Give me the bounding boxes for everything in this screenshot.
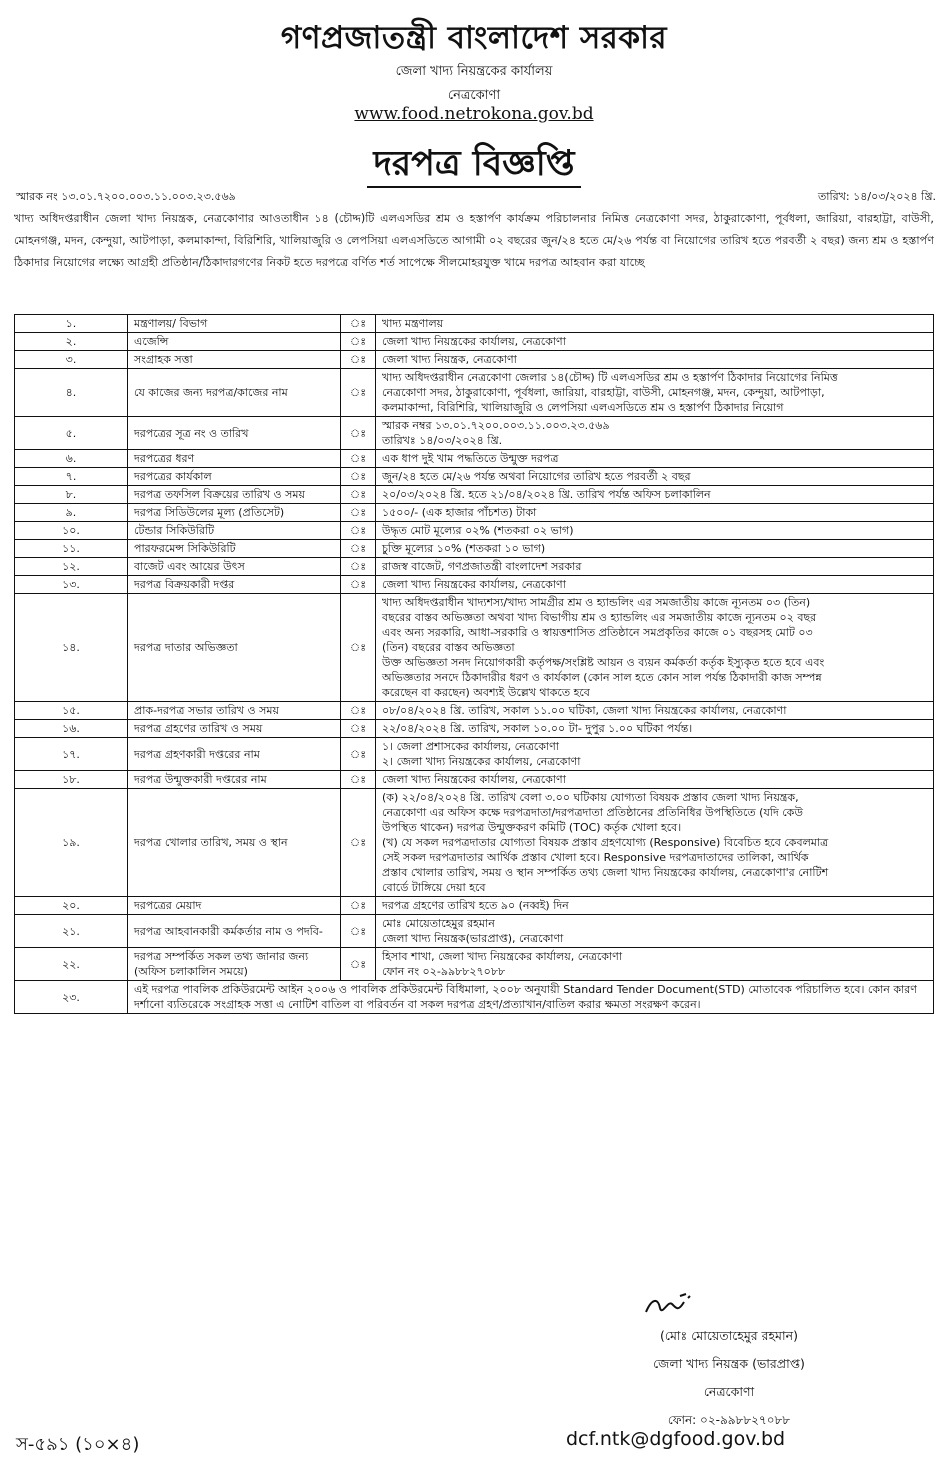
row-value [376,771,934,789]
row-value-line: জেলা খাদ্য নিয়ন্ত্রকের কার্যালয়, নেত্রকোণা [382,335,566,348]
row-value-line: অভিজ্ঞতার সনদে ঠিকাদারীর ধরণ ও কার্যকাল (কোন সাল হতে কোন সাল পর্যন্ত ঠিকাদারী কাজ সম্পন্ন [382,671,822,684]
office-city: নেত্রকোণা [447,88,501,103]
row-separator: ঃ [341,948,376,981]
row-label: টেন্ডার সিকিউরিটি [128,522,341,540]
row-separator: ঃ [341,915,376,948]
row-label: দরপত্রের কার্যকাল [128,468,341,486]
row-number: ২২. [15,948,128,981]
row-label: সংগ্রাহক সত্তা [128,351,341,369]
row-separator: ঃ [341,417,376,450]
table-row [15,981,934,1014]
row-value [376,738,934,771]
row-value-line: নেত্রকোণা সদর, ঠাকুরাকোণা, পূর্বধলা, জারিয়া, বারহাট্টা, বাউসী, মোহনগঞ্জ, মদন, কেন্দুয়া, আটপাড়া, [382,386,825,399]
row-value-line: ১। জেলা প্রশাসকের কার্যালয়, নেত্রকোণা [382,740,559,753]
row-value-line: দরপত্র গ্রহণের তারিখ হতে ৯০ (নব্বই) দিন [382,899,569,912]
row-label: দরপত্র খোলার তারিখ, সময় ও স্থান [128,789,341,897]
row-label: দরপত্র তফসিল বিক্রয়ের তারিখ ও সময় [128,486,341,504]
row-separator: ঃ [341,351,376,369]
row-label: দরপত্রের সূত্র নং ও তারিখ [128,417,341,450]
row-separator: ঃ [341,720,376,738]
row-label: প্রাক-দরপত্র সভার তারিখ ও সময় [128,702,341,720]
row-label: বাজেট এবং আয়ের উৎস [128,558,341,576]
row-separator: ঃ [341,558,376,576]
row-label: দরপত্র সম্পর্কিত সকল তথ্য জানার জন্য (অফিস চলাকালিন সময়ে) [128,948,341,981]
row-number: ২৩. [15,981,128,1014]
row-number: ২. [15,333,128,351]
row-number: ১৯. [15,789,128,897]
row-label: দরপত্র গ্রহণকারী দপ্তরের নাম [128,738,341,771]
row-separator: ঃ [341,369,376,417]
row-separator: ঃ [341,897,376,915]
table-row [15,486,934,504]
row-value-line: এক ধাপ দুই খাম পদ্ধতিতে উন্মুক্ত দরপত্র [382,452,559,465]
row-number: ১৬. [15,720,128,738]
row-number: ১২. [15,558,128,576]
row-value [376,450,934,468]
row-value [376,789,934,897]
row-value [376,558,934,576]
row-value-line: জুন/২৪ হতে মে/২৬ পর্যন্ত অথবা নিয়োগের তারিখ হতে পরবর্তী ২ বছর [382,470,691,483]
table-row [15,738,934,771]
signatory-phone: ফোন: ০২-৯৯৮৮২৭০৮৮ [667,1413,791,1427]
row-value [376,720,934,738]
row-label: মন্ত্রণালয়/ বিভাগ [128,315,341,333]
row-value [376,948,934,981]
row-label: দরপত্র দাতার অভিজ্ঞতা [128,594,341,702]
row-number: ১০. [15,522,128,540]
row-value-line: উক্ত অভিজ্ঞতা সনদ নিয়োগকারী কর্তৃপক্ষ/সংশ্লিষ্ট আয়ন ও ব্যয়ন কর্মকর্তা কর্তৃক ইস্যুকৃত হতে হবে এবং [382,656,825,669]
row-value [376,576,934,594]
row-number: ৮. [15,486,128,504]
table-row [15,504,934,522]
row-separator: ঃ [341,504,376,522]
table-row [15,897,934,915]
website-link[interactable]: www.food.netrokona.gov.bd [354,104,594,124]
row-value [376,915,934,948]
row-separator: ঃ [341,771,376,789]
row-number: ১৭. [15,738,128,771]
table-row [15,333,934,351]
row-number: ২১. [15,915,128,948]
row-separator: ঃ [341,315,376,333]
row-number: ১৮. [15,771,128,789]
row-value-line: খাদ্য অধিদপ্তরাধীন খাদ্যশস্য/খাদ্য সামগ্রীর শ্রম ও হ্যান্ডলিং এর সমজাতীয় কাজে ন্যূনতম ০৩ (তিন) [382,596,811,609]
row-number: ১১. [15,540,128,558]
table-row [15,702,934,720]
tender-table-body [15,315,934,1014]
row-label: দরপত্র গ্রহণের তারিখ ও সময় [128,720,341,738]
row-value-line: খাদ্য মন্ত্রণালয় [382,317,444,330]
row-number: ৬. [15,450,128,468]
row-value [376,417,934,450]
row-value-line: নেত্রকোণা এর অফিস কক্ষে দরপত্রদাতা/দরপত্রদাতা প্রতিষ্ঠানের প্রতিনিধির উপস্থিতিতে (যদি কেউ [382,806,803,819]
row-value-line: বছরের বাস্তব অভিজ্ঞতা অথবা খাদ্য বিভাগীয় শ্রম ও হ্যান্ডলিং এর সমজাতীয় কাজে ন্যূনতম ০২ বছর [382,611,817,624]
row-value-line: জেলা খাদ্য নিয়ন্ত্রক, নেত্রকোণা [382,353,517,366]
row-number: ১৫. [15,702,128,720]
row-value-line: উদ্ধৃত মোট মূল্যের ০২% (শতকরা ০২ ভাগ) [382,524,574,537]
publication-code: স-৫৯১ (১০×৪) [16,1434,140,1455]
row-value-line: রাজস্ব বাজেট, গণপ্রজাতন্ত্রী বাংলাদেশ সরকার [382,560,582,573]
table-row [15,450,934,468]
row-value-line: খাদ্য অধিদপ্তরাধীন নেত্রকোণা জেলার ১৪(চৌদ্দ) টি এলএসডির শ্রম ও হস্তার্পণ ঠিকাদার নিয়োগের নিমিত্ত [382,371,838,384]
row-value [376,486,934,504]
signatory-city: নেত্রকোণা [703,1384,755,1399]
row-value [376,468,934,486]
memo-reference: স্মারক নং ১৩.০১.৭২০০.০০৩.১১.০০৩.২৩.৫৬৯ [16,190,236,203]
row-value [376,504,934,522]
row-number: ৯. [15,504,128,522]
row-value [376,540,934,558]
row-value [376,594,934,702]
row-label: দরপত্র আহবানকারী কর্মকর্তার নাম ও পদবি- [128,915,341,948]
row-separator: ঃ [341,738,376,771]
row-value-line: প্রস্তাব খোলার তারিখ, সময় ও স্থান সম্পর্কিত তথ্য জেলা খাদ্য নিয়ন্ত্রকের কার্যালয়, নেত্রকোণা'র নোটিশ [382,866,829,879]
row-separator: ঃ [341,468,376,486]
row-value-line: জেলা খাদ্য নিয়ন্ত্রক(ভারপ্রাপ্ত), নেত্রকোণা [382,932,564,945]
row-separator: ঃ [341,576,376,594]
table-row [15,522,934,540]
row-value-line: হিসাব শাখা, জেলা খাদ্য নিয়ন্ত্রকের কার্যালয়, নেত্রকোণা [382,950,623,963]
row-value-line: ২। জেলা খাদ্য নিয়ন্ত্রকের কার্যালয়, নেত্রকোণা [382,755,581,768]
table-row [15,948,934,981]
row-value-line: স্মারক নম্বর ১৩.০১.৭২০০.০০৩.১১.০০৩.২৩.৫৬৯ [382,419,610,432]
row-value [376,369,934,417]
contact-email[interactable]: dcf.ntk@dgfood.gov.bd [566,1428,786,1450]
row-number: ৪. [15,369,128,417]
row-value-line: (ক) ২২/০৪/২০২৪ খ্রি. তারিখ বেলা ৩.০০ ঘটিকায় যোগ্যতা বিষয়ক প্রস্তাব জেলা খাদ্য নিয়ন্ত্রক, [382,791,799,804]
row-value [376,333,934,351]
signatory-designation: জেলা খাদ্য নিয়ন্ত্রক (ভারপ্রাপ্ত) [653,1356,805,1371]
notice-title-text: দরপত্র বিজ্ঞপ্তি [367,144,580,188]
row-separator: ঃ [341,702,376,720]
row-label: দরপত্র বিক্রয়কারী দপ্তর [128,576,341,594]
table-row [15,540,934,558]
table-row [15,771,934,789]
row-value [376,702,934,720]
table-row [15,594,934,702]
row-value-line: বোর্ডে টাঙ্গিয়ে দেয়া হবে [382,881,486,894]
row-value-line: ০৮/০৪/২০২৪ খ্রি. তারিখ, সকাল ১১.০০ ঘটিকা, জেলা খাদ্য নিয়ন্ত্রকের কার্যালয়, নেত্রকোণা [382,704,787,717]
notice-title [0,136,948,195]
row-value-line: ফোন নং ০২-৯৯৮৮২৭০৮৮ [382,965,506,978]
row-label: যে কাজের জন্য দরপত্র/কাজের নাম [128,369,341,417]
row-number: ২০. [15,897,128,915]
memo-date: তারিখ: ১৪/০৩/২০২৪ খ্রি. [818,190,936,203]
row-value [376,351,934,369]
table-row [15,468,934,486]
row-value-line: (খ) যে সকল দরপত্রদাতার যোগ্যতা বিষয়ক প্রস্তাব গ্রহণযোগ্য (Responsive) বিবেচিত হবে কেবলমাত্র [382,836,829,849]
row-value-line: উপস্থিত থাকেন) দরপত্র উন্মুক্তকরণ কমিটি (TOC) কর্তৃক খোলা হবে। [382,821,682,834]
row-number: ৭. [15,468,128,486]
row-value-line: তারিখঃ ১৪/০৩/২০২৪ খ্রি. [382,434,503,447]
signature-block [604,1322,854,1434]
row-separator: ঃ [341,594,376,702]
table-row [15,558,934,576]
row-separator: ঃ [341,333,376,351]
row-label: এজেন্সি [128,333,341,351]
row-number: ১৩. [15,576,128,594]
table-row [15,351,934,369]
row-value-line: ২০/০৩/২০২৪ খ্রি. হতে ২১/০৪/২০২৪ খ্রি. তারিখ পর্যন্ত অফিস চলাকালিন [382,488,711,501]
row-label: দরপত্র উন্মুক্তকারী দপ্তরের নাম [128,771,341,789]
table-row [15,789,934,897]
row-label: দরপত্র সিডিউলের মূল্য (প্রতিসেট) [128,504,341,522]
row-value-line: ১৫০০/- (এক হাজার পাঁচশত) টাকা [382,506,537,519]
row-value-line: চুক্তি মূল্যের ১০% (শতকরা ১০ ভাগ) [382,542,546,555]
table-row [15,720,934,738]
row-value [376,315,934,333]
row-value-line: জেলা খাদ্য নিয়ন্ত্রকের কার্যালয়, নেত্রকোণা [382,578,566,591]
intro-paragraph: খাদ্য অধিদপ্তরাধীন জেলা খাদ্য নিয়ন্ত্রক, নেত্রকোণার আওতাধীন ১৪ (চৌদ্দ)টি এলএসডির শ্রম ও হস্তার্পণ কার্যক্রম পরিচালনার নিমিত্ত নেত্রকোণা সদর, ঠাকুরাকোণা, পূর্বধলা, জারিয়া, বারহাট্টা, বাউসী, মোহনগঞ্জ, মদন, কেন্দুয়া, আটপাড়া, কলমাকান্দা, বিরিশিরি, খালিয়াজুরি ও লেপসিয়া এলএসডিতে আগামী ০২ বছরের জুন/২৪ হতে মে/২৬ পর্যন্ত বা নিয়োগের তারিখ হতে পরবর্তী ২ বছর) জন্য শ্রম ও হস্তার্পণ ঠিকাদার নিয়োগের লক্ষ্যে আগ্রহী প্রতিষ্ঠান/ঠিকাদারগণের নিকট হতে দরপত্রে বর্ণিত শর্ত সাপেক্ষে সীলমোহরযুক্ত খামে দরপত্র আহবান করা যাচ্ছে [14,212,934,269]
row-number: ১৪. [15,594,128,702]
row-value-line: এবং অন্য সরকারি, আধা-সরকারি ও স্বায়ত্তশাসিত প্রতিষ্ঠানে সমপ্রকৃতির কাজে ০১ বছরসহ মোট ০৩ [382,626,813,639]
government-heading: গণপ্রজাতন্ত্রী বাংলাদেশ সরকার [280,20,668,56]
row-separator: ঃ [341,522,376,540]
row-value [376,897,934,915]
row-value-line: ২২/০৪/২০২৪ খ্রি. তারিখ, সকাল ১০.০০ টা- দুপুর ১.০০ ঘটিকা পর্যন্ত। [382,722,693,735]
row-value-line: (তিন) বছরের বাস্তব অভিজ্ঞতা [382,641,515,654]
row-value-line: মোঃ মোয়েতাহেমুর রহমান [382,917,495,930]
row-label: পারফরমেন্স সিকিউরিটি [128,540,341,558]
row-number: ৫. [15,417,128,450]
row-label: দরপত্রের ধরণ [128,450,341,468]
row-value-line: করেছেন বা করছেন) অবশ্যই উল্লেখ থাকতে হবে [382,686,590,699]
row-number: ৩. [15,351,128,369]
row-number: ১. [15,315,128,333]
table-row [15,315,934,333]
table-row [15,369,934,417]
row-value [376,522,934,540]
tender-details-table [14,314,934,1014]
signature-mark [640,1290,700,1320]
row-value-line: জেলা খাদ্য নিয়ন্ত্রকের কার্যালয়, নেত্রকোণা [382,773,566,786]
office-name: জেলা খাদ্য নিয়ন্ত্রকের কার্যালয় [395,64,553,79]
table-row [15,915,934,948]
table-row [15,576,934,594]
row-value-line: কলমাকান্দা, বিরিশিরি, খালিয়াজুরি ও লেপসিয়া এলএসডিতে শ্রম ও হস্তার্পণ ঠিকাদার নিয়োগ [382,401,784,414]
signatory-name: (মোঃ মোয়েতাহেমুর রহমান) [660,1328,798,1343]
closing-clause: এই দরপত্র পাবলিক প্রকিউরমেন্ট আইন ২০০৬ ও পাবলিক প্রকিউরমেন্ট বিধিমালা, ২০০৮ অনুযায়ী Standard Tender Document(STD) মোতাবেক পরিচালিত হবে। কোন কারণ দর্শানো ব্যতিরেকে সংগ্রাহক সত্তা এ নোটিশ বাতিল বা পরিবর্তন বা সকল দরপত্র গ্রহণ/প্রত্যাখান/বাতিল করার ক্ষমতা সংরক্ষণ করেন। [128,981,934,1014]
row-separator: ঃ [341,486,376,504]
row-label: দরপত্রের মেয়াদ [128,897,341,915]
row-separator: ঃ [341,540,376,558]
row-value-line: সেই সকল দরপত্রদাতার আর্থিক প্রস্তাব খোলা হবে। Responsive দরপত্রদাতাদের তালিকা, আর্থিক [382,851,809,864]
table-row [15,417,934,450]
row-separator: ঃ [341,450,376,468]
row-separator: ঃ [341,789,376,897]
